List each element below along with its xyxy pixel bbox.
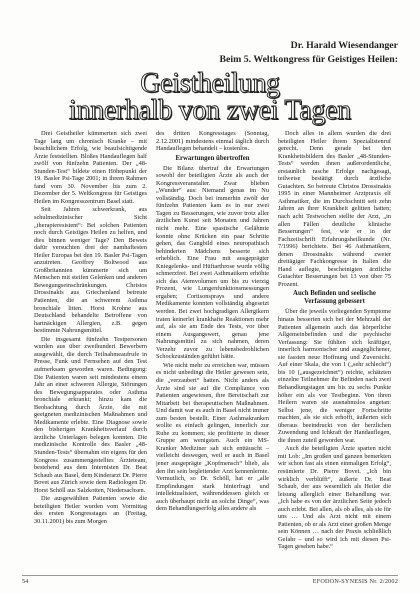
paragraph: Auch die beteiligten Ärzte sparten nicht mit Lob: „Im großen und ganzen bemerkten wir schon fast als einen einmaligen Erfolg“, resümierte Dr. Pierre Bovet. „Ich bin wirklich verblüfft“, äußerte Dr. Beat Schaub, der aus wesentlich als Heiler die leisung allerglich einer Behandlung war. „Ich habe es von der ärztlichen Seite jedoch auch erlebt. Bei allen, als ob alles, als sie für uns … Und als Arzt nicht mit einem Patienten, ob er als Arzt einer großen Menge sein Können … nach der Praxis schließlich Gefahr – und so wird ich mit diesen Psi-Tagen gesehen habe.“ — [278, 445, 391, 551]
column-1 — [34, 130, 147, 572]
paragraph: Die Bilanz übertraf die Erwartungen sowohl der beteiligten Ärzte als auch der Kongressveranstalter. Zwar blieben „Wunder“ aus: Niemand genas im Nu vollständig. Doch bei immerhin zwölf der fünfzehn Patienten kam es in nur zwei Tagen zu Besserungen, wie zuvor trotz aller ärztlichen Kunst seit Monaten und Jahren nicht mehr. Eine spastische Gelähmte konnte ohne Krücken ein paar Schritte gehen, das Gangbild eines neuropathisch behinderten Mädchens besserte sich erheblich. Eine Frau mit ausgeprägter Kniegelenks- und Hüftarthrose wurde völlig schmerzfrei. Bei zwei Asthmatikern erhöhte sich das Atemvolumen um bis zu vierzig Prozent, wie Lungenfunktionsmessungen ergaben; Cortisonsprays und andere Medikamente konnten vollständig abgesetzt werden. Bei zwei hochgradigen Allergikern traten keinerlei krankhafte Reaktionen mehr auf, als sie am Ende des Tests, vor über einem Ausgangswert, genau jene Nahrungsmittel zu sich nahmen, deren Verzehr zuvor zu lebensbedrohlichen Schockzuständen geführt hätte. — [156, 164, 269, 361]
subheading-wellbeing: Auch Befinden und seelische Verfassung gebessert — [293, 290, 376, 306]
subheading-expectations: Erwartungen übertroffen — [175, 154, 250, 162]
journal-name: EFODON-SYNESIS Nr. 2/2002 — [312, 578, 398, 585]
paragraph: Drei Geistheiler kümmerten sich zwei Tage lang um chronisch Kranke – mit beachtlichem Erfolg, wie beaufsichtigende Ärzte feststellten. Bloßes Handauflegen half zwölf von fünfzehn Patienten. Der „48-Stunden-Test“ bildete einen Höhepunkt der 19. Basler Psi-Tage 2001; in ihrem Rahmen fand vom 30. November bis zum 2. Dezember der 5. Weltkongress für Geistiges Heilen im Kongresszentrum Basel statt. — [34, 130, 147, 205]
paragraph: Die insgesamt fünfzehn Testpersonen wurden aus über zweihundert Bewerbern ausgewählt, die durch Teilnahmeaufrufe in Presse, Funk und Fernsehen auf den Test aufmerksam geworden waren. Bedingung: Die Patienten waren seit mindestens einem Jahr an einer schweren Allergie, Störungen des Bewegungsapparates oder Asthma bronchiale erkrankt; hinzu kam die Beobachtung durch Ärzte, die mit geeigneten medizinischen Maßnahmen und Medikamente erlebte. Eine Diagnose sowie den bisherigen Krankheitsverlauf durch ärztliche Unterlagen belegen konnten. Die medizinische Kontrolle des Basler „48-Stunden-Tests“ übernahm ein eigens für den Kongress zusammengestelltes Ärzteteam, bestehend aus dem Internisten Dr. Beat Schaub aus Basel, dem Kinderarzt Dr. Pierre Bovet aus Zürich sowie dem Radiologen Dr. Horst Schöll aus Salzkotten, Niedersachsen. — [34, 335, 147, 494]
headline-line-2: innerhalb von zwei Tagen — [69, 95, 351, 126]
paragraph: des dritten Kongresstages (Sonntag, 2.12.2001) mindestens einmal täglich durch Handauflegen behandelt – kostenlos. — [156, 130, 269, 153]
column-3 — [278, 130, 391, 572]
headline-line-1: Geistheilung — [140, 68, 280, 99]
paragraph: Über die jeweils vorliegenden Symptome hinaus besserten sich bei der Mehrzahl der Patienten allgemein auch das körperliche Allgemeinbefinden und die psychische Verfassung: Sie fühlten sich kräftiger, innerlich harmonischer und ausgeglichener, sie fassten neue Hoffnung und Zuversicht. Auf einer Skala, die von 1 („sehr schlecht“) bis 10 („ausgezeichnet“) reichte, schätzten einzelne Teilnehmer ihr Befinden nach zwei Behandlungstagen um bis zu sechs Punkte höher ein als vor Testbeginn. Von ihren Heilern waren sie ausnahmslos angetan: Selbst jene, die weniger Fortschritte machten, als sie sich erhofft, äußerten sich überaus beeindruckt von der herzlichen Zuwendung und Ichkraft der Handauflegen, die ihnen zuteil geworden war. — [278, 308, 391, 444]
column-2 — [156, 130, 269, 572]
footer — [22, 578, 398, 588]
article-body — [34, 130, 392, 572]
paragraph: Die ausgewählten Patienten sowie die beteiligten Heiler wurden vom Vormittag des ersten Kongresstages an (Freitag, 30.11.2001) bis zum Morgen — [34, 495, 147, 525]
author-name: Dr. Harald Wiesendanger — [290, 40, 398, 51]
paragraph: Doch alles in allem wurden die drei beteiligten Heiler ihrem Spezialistenruf gerecht. Denn gerade bei den Krankheitsbildern des Basler „48-Stunden-Tests“ werden ihnen außerordentliche, erstaunlich rasche Erfolge nachgesagt, teilweise bestätigt durch ärztliche Gutachten. So betreute Christos Drossinakis 1995 in einer Mannheimer Arztpraxis elf Asthmatiker, die im Durchschnitt seit zehn Jahren an ihrer Krankheit gelitten hatten; nach acht Testwochen stellte der Arzt, „in allen Fällen deutliche klinische Besserungen“ fest, wie er in der Fachzeitschrift Erfahrungsheilkunde (Nr. 7/1996) berichtete. Bei 46 Asthmatikern, denen Drossinakis während zweier dreitägiger Fachkongresse in Italien die Hand auflegte, bescheinigten ärztliche Gutachter Besserungen bei 13 von über 75 Prozent. — [278, 130, 391, 288]
paragraph: Wie nicht mehr zu erreichen war, müssen es nicht unbedingt die Heiler gewesen sein, die „verzaubert“ hatten. Nicht anders als Ärzte sind sie auf die Compliance von Patienten angewiesen, ihre Bereitschaft zur Mitarbeit bei therapeutischen Maßnahmen. Und damit war es auch in Basel nicht immer zum besten bestellt. Einer Asthmakranken wollte es einfach gelingen, innerlich zur Ruhe zu kommen; sie profitierte in dieser Gruppe am wenigsten. Auch ein MS-Kranker Mediziner sah sich enttäuscht – vielleicht deswegen, weil er auch in Basel jener ausgeprägte „Kopfmensch“ blieb, als den ihn sein begleitender Arzt kennenlernte. Vermutlich, so Dr. Schöll, hat er „alle Empfindungen stark hinterfragt und intellektualisiert, währenddessen gleich er auch überhaupt nicht an solche Dinge“, was dem Behandlungserfolg alles andere als — [156, 361, 269, 513]
paragraph: Seit Jahren schwerkrank, aus schulmedizinischer Sicht „therapieresistent“: Bei solchen Patienten noch durch Geistiges Heilen zu helfen, und dies binnen weniger Tage? Den Beweis dafür versuchten drei der namhaftesten Heiler Europas bei den 19. Basler Psi-Tagen anzutreten. Geoffrey Boltwood aus Großbritannien kümmerte sich um Menschen mit steifen Gelenken und anderen Bewegungseinschränkungen. Christos Drossinakis aus Griechenland betreute Patienten, die an schwerem Asthma bronchiale litten. Horst Krohne aus Deutschland behandelte Betroffene von hartnäckigen Allergien, z.B. gegen bestimmte Nahrungsmittel. — [34, 206, 147, 335]
footer-rule — [22, 575, 398, 576]
page-number: 54 — [22, 578, 29, 585]
event-line: Beim 5. Weltkongress für Geistiges Heilen: — [219, 54, 398, 65]
